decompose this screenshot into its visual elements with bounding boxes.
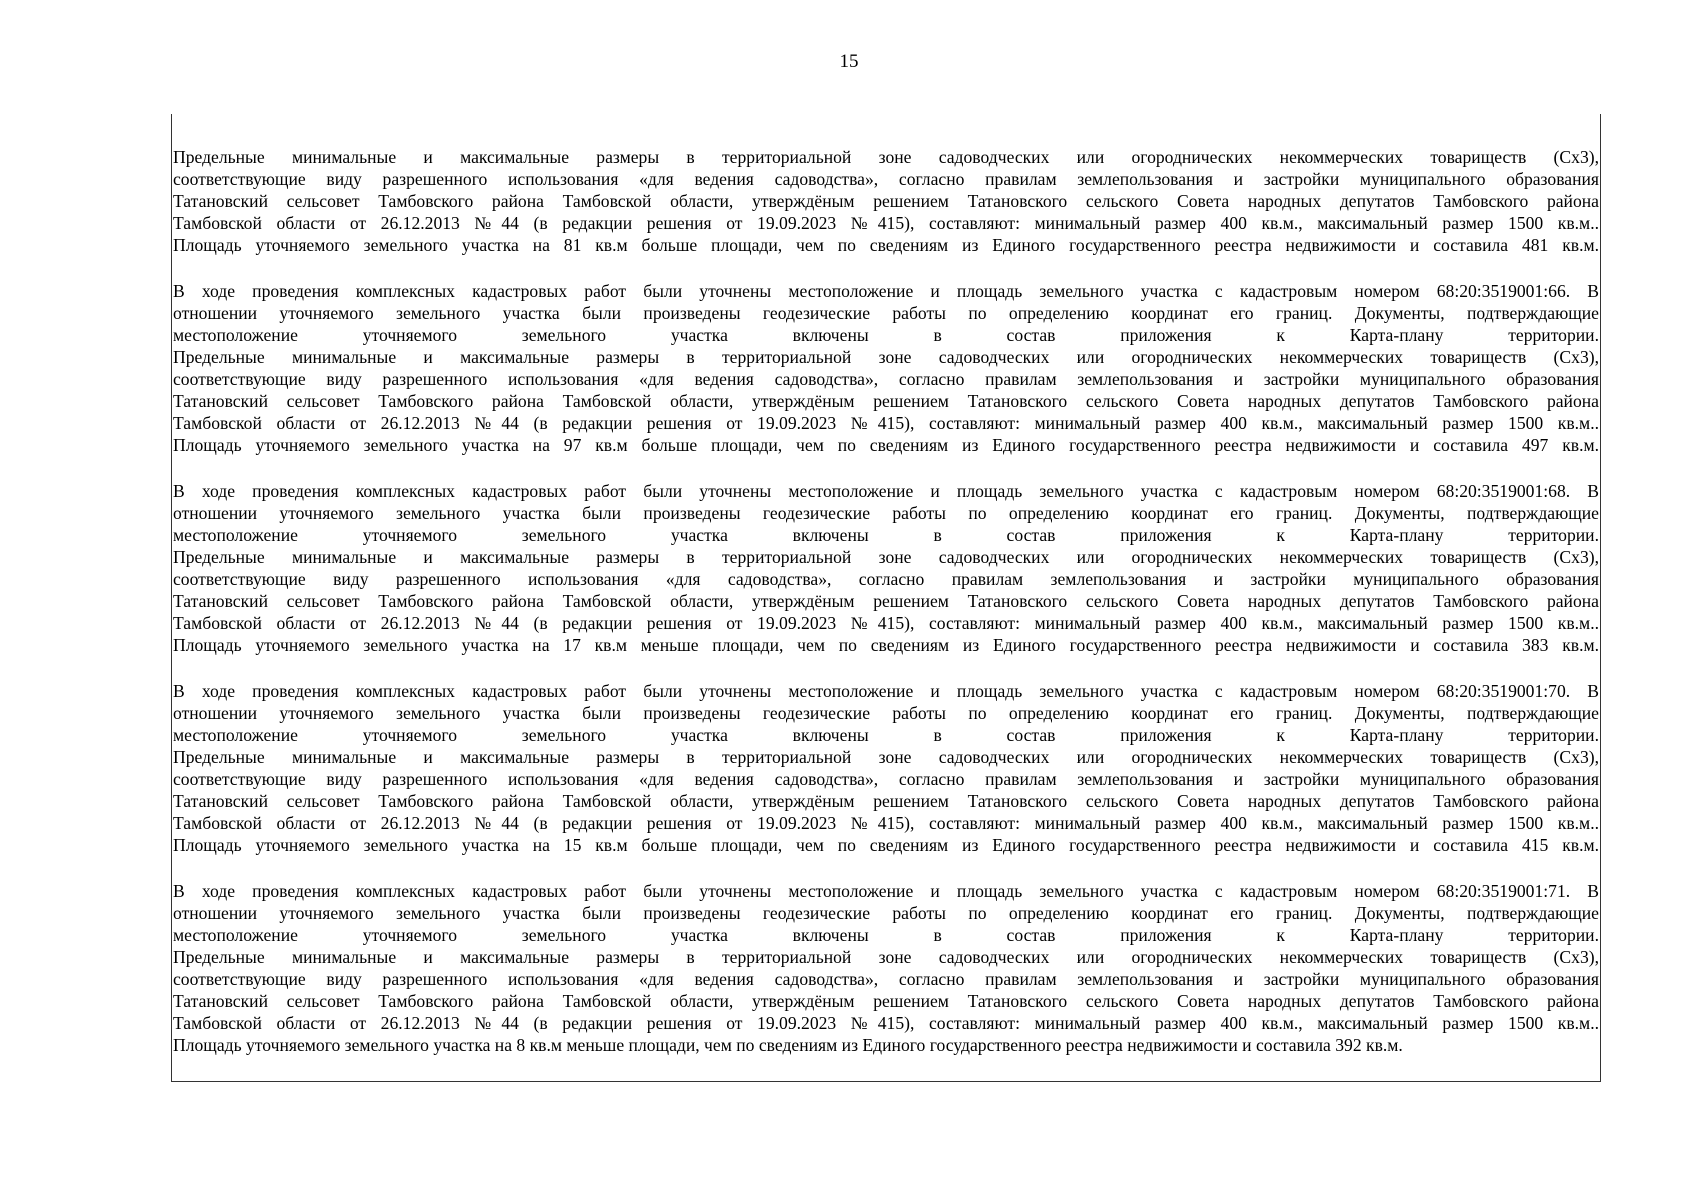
paragraph-block [173, 146, 1599, 256]
text-line: Тамбовской области от 26.12.2013 №44 (в редакции решения от 19.09.2023 №415), составляют: минимальный размер 400 кв.м., максимальный размер 1500 кв.м.. [173, 413, 1599, 433]
text-line: местоположение уточняемого земельного участка включены в состав приложения к Карта-плану территории. [173, 525, 1599, 545]
text-line: Татановский сельсовет Тамбовского района Тамбовской области, утверждёным решением Татановского сельского Совета народных депутатов Тамбовского района [173, 991, 1599, 1011]
text-line: В ходе проведения комплексных кадастровых работ были уточнены местоположение и площадь земельного участка с кадастровым номером 68:20:3519001:68. В [173, 481, 1599, 501]
text-line: В ходе проведения комплексных кадастровых работ были уточнены местоположение и площадь земельного участка с кадастровым номером 68:20:3519001:66. В [173, 281, 1599, 301]
text-line: Предельные минимальные и максимальные размеры в территориальной зоне садоводческих или огороднических некоммерческих товариществ (Сх3), [173, 547, 1599, 567]
text-line: отношении уточняемого земельного участка были произведены геодезические работы по определению координат его границ. Документы, подтверждающие [173, 303, 1599, 323]
text-line: Тамбовской области от 26.12.2013 №44 (в редакции решения от 19.09.2023 №415), составляют: минимальный размер 400 кв.м., максимальный размер 1500 кв.м.. [173, 1013, 1599, 1033]
text-line: Площадь уточняемого земельного участка на 17 кв.м меньше площади, чем по сведениям из Единого государственного реестра недвижимости и составила 383 кв.м. [173, 635, 1599, 655]
text-line: соответствующие виду разрешенного использования «для ведения садоводства», согласно правилам землепользования и застройки муниципального образования [173, 769, 1599, 789]
text-line: Татановский сельсовет Тамбовского района Тамбовской области, утверждёным решением Татановского сельского Совета народных депутатов Тамбовского района [173, 191, 1599, 211]
document-body [173, 146, 1599, 1080]
text-line: Площадь уточняемого земельного участка на 8 кв.м меньше площади, чем по сведениям из Единого государственного реестра недвижимости и составила 392 кв.м. [173, 1035, 1403, 1055]
paragraph-block [173, 880, 1599, 1056]
text-line: Татановский сельсовет Тамбовского района Тамбовской области, утверждёным решением Татановского сельского Совета народных депутатов Тамбовского района [173, 591, 1599, 611]
text-line: соответствующие виду разрешенного использования «для ведения садоводства», согласно правилам землепользования и застройки муниципального образования [173, 169, 1599, 189]
text-line: Предельные минимальные и максимальные размеры в территориальной зоне садоводческих или огороднических некоммерческих товариществ (Сх3), [173, 747, 1599, 767]
text-line: соответствующие виду разрешенного использования «для садоводства», согласно правилам землепользования и застройки муниципального образования [173, 569, 1599, 589]
text-line: отношении уточняемого земельного участка были произведены геодезические работы по определению координат его границ. Документы, подтверждающие [173, 503, 1599, 523]
page-number: 15 [839, 51, 859, 72]
text-line: местоположение уточняемого земельного участка включены в состав приложения к Карта-плану территории. [173, 725, 1599, 745]
text-line: местоположение уточняемого земельного участка включены в состав приложения к Карта-плану территории. [173, 925, 1599, 945]
text-line: Предельные минимальные и максимальные размеры в территориальной зоне садоводческих или огороднических некоммерческих товариществ (Сх3), [173, 147, 1599, 167]
paragraph-block [173, 680, 1599, 856]
text-line: соответствующие виду разрешенного использования «для ведения садоводства», согласно правилам землепользования и застройки муниципального образования [173, 969, 1599, 989]
text-line: соответствующие виду разрешенного использования «для ведения садоводства», согласно правилам землепользования и застройки муниципального образования [173, 369, 1599, 389]
text-line: Тамбовской области от 26.12.2013 №44 (в редакции решения от 19.09.2023 №415), составляют: минимальный размер 400 кв.м., максимальный размер 1500 кв.м.. [173, 613, 1599, 633]
text-line: Площадь уточняемого земельного участка на 97 кв.м больше площади, чем по сведениям из Единого государственного реестра недвижимости и составила 497 кв.м. [173, 435, 1599, 455]
text-line: Предельные минимальные и максимальные размеры в территориальной зоне садоводческих или огороднических некоммерческих товариществ (Сх3), [173, 347, 1599, 367]
text-line: Предельные минимальные и максимальные размеры в территориальной зоне садоводческих или огороднических некоммерческих товариществ (Сх3), [173, 947, 1599, 967]
text-line: местоположение уточняемого земельного участка включены в состав приложения к Карта-плану территории. [173, 325, 1599, 345]
paragraph-block [173, 280, 1599, 456]
text-line: отношении уточняемого земельного участка были произведены геодезические работы по определению координат его границ. Документы, подтверждающие [173, 703, 1599, 723]
text-line: Тамбовской области от 26.12.2013 №44 (в редакции решения от 19.09.2023 №415), составляют: минимальный размер 400 кв.м., максимальный размер 1500 кв.м.. [173, 813, 1599, 833]
text-line: Тамбовской области от 26.12.2013 №44 (в редакции решения от 19.09.2023 №415), составляют: минимальный размер 400 кв.м., максимальный размер 1500 кв.м.. [173, 213, 1599, 233]
text-line: Татановский сельсовет Тамбовского района Тамбовской области, утверждёным решением Татановского сельского Совета народных депутатов Тамбовского района [173, 791, 1599, 811]
text-line: отношении уточняемого земельного участка были произведены геодезические работы по определению координат его границ. Документы, подтверждающие [173, 903, 1599, 923]
paragraph-block [173, 480, 1599, 656]
text-line: Площадь уточняемого земельного участка на 15 кв.м больше площади, чем по сведениям из Единого государственного реестра недвижимости и составила 415 кв.м. [173, 835, 1599, 855]
text-line: В ходе проведения комплексных кадастровых работ были уточнены местоположение и площадь земельного участка с кадастровым номером 68:20:3519001:70. В [173, 681, 1599, 701]
text-line: Площадь уточняемого земельного участка на 81 кв.м больше площади, чем по сведениям из Единого государственного реестра недвижимости и составила 481 кв.м. [173, 235, 1599, 255]
text-line: Татановский сельсовет Тамбовского района Тамбовской области, утверждёным решением Татановского сельского Совета народных депутатов Тамбовского района [173, 391, 1599, 411]
text-line: В ходе проведения комплексных кадастровых работ были уточнены местоположение и площадь земельного участка с кадастровым номером 68:20:3519001:71. В [173, 881, 1599, 901]
